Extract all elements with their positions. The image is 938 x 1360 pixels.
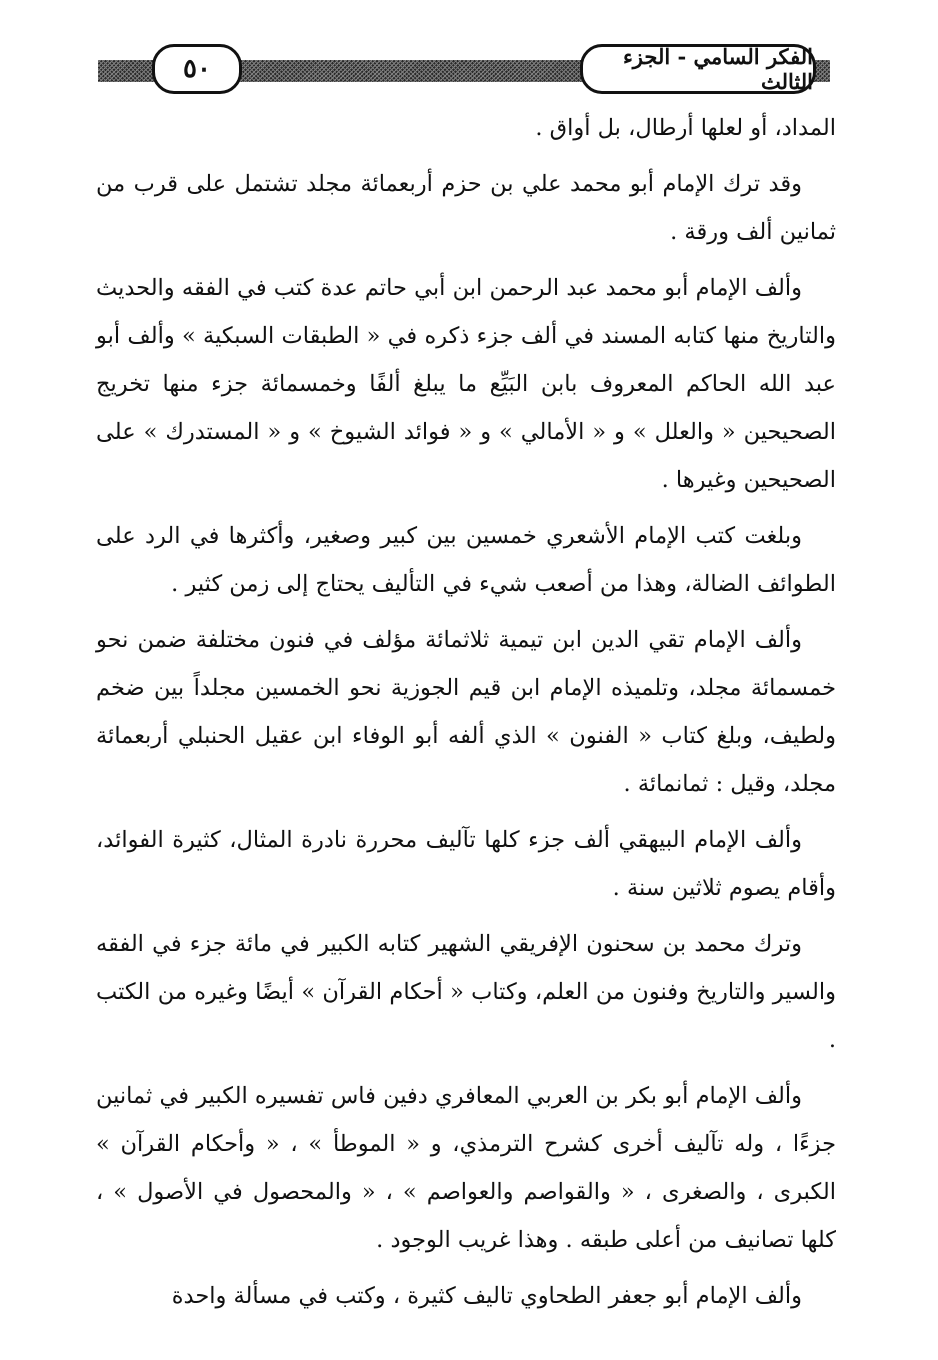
paragraph: وقد ترك الإمام أبو محمد علي بن حزم أربعمائة مجلد تشتمل على قرب من ثمانين ألف ورقة . <box>96 171 836 245</box>
paragraph: وألف الإمام أبو محمد عبد الرحمن ابن أبي حاتم عدة كتب في الفقه والحديث والتاريخ منها كتابه المسند في ألف جزء ذكره في « الطبقات السبكية » وألف أبو عبد الله الحاكم المعروف بابن البَيِّع ما يبلغ ألفًا وخمسمائة جزء منها تخريج الصحيحين « والعلل » و « الأمالي » و « فوائد الشيوخ » و « المستدرك » على الصحيحين وغيرها . <box>96 275 836 493</box>
page-header <box>98 44 830 96</box>
page-number: ٥٠ <box>152 44 242 94</box>
paragraph: وألف الإمام أبو بكر بن العربي المعافري دفين فاس تفسيره الكبير في ثمانين جزءًا ، وله تآليف أخرى كشرح الترمذي، و « الموطأ » ، « وأحكام القرآن » الكبرى ، والصغرى ، « والقواصم والعواصم » ، « والمحصول في الأصول » ، كلها تصانيف من أعلى طبقه . وهذا غريب الوجود . <box>96 1083 836 1253</box>
paragraph: وبلغت كتب الإمام الأشعري خمسين بين كبير وصغير، وأكثرها في الرد على الطوائف الضالة، وهذا من أصعب شيء في التأليف يحتاج إلى زمن كثير . <box>96 523 836 597</box>
paragraph: المداد، أو لعلها أرطال، بل أواق . <box>535 115 836 141</box>
paragraph: وألف الإمام أبو جعفر الطحاوي تاليف كثيرة ، وكتب في مسألة واحدة <box>171 1283 802 1309</box>
paragraph: وألف الإمام البيهقي ألف جزء كلها تآليف محررة نادرة المثال، كثيرة الفوائد، وأقام يصوم ثلاثين سنة . <box>96 827 836 901</box>
body-text <box>96 104 836 1328</box>
paragraph: وألف الإمام تقي الدين ابن تيمية ثلاثمائة مؤلف في فنون مختلفة ضمن نحو خمسمائة مجلد، وتلميذه الإمام ابن قيم الجوزية نحو الخمسين مجلداً بين ضخم ولطيف، وبلغ كتاب « الفنون » الذي ألفه أبو الوفاء ابن عقيل الحنبلي أربعمائة مجلد، وقيل : ثمانمائة . <box>96 627 836 797</box>
running-title: الفكر السامي - الجزء الثالث <box>580 44 816 94</box>
paragraph: وترك محمد بن سحنون الإفريقي الشهير كتابه الكبير في مائة جزء في الفقه والسير والتاريخ وفنون من العلم، وكتاب « أحكام القرآن » أيضًا وغيره من الكتب . <box>96 931 836 1053</box>
